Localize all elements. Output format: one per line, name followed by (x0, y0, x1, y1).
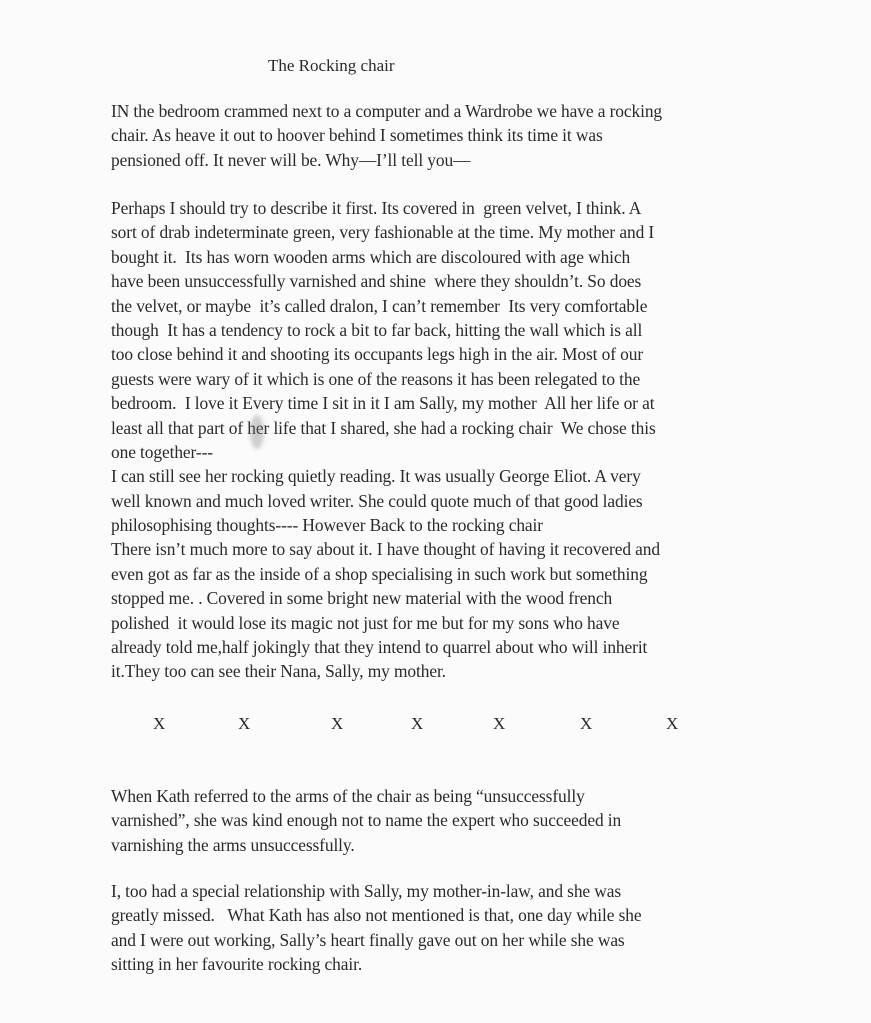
scan-smudge (250, 415, 264, 449)
text-line: philosophising thoughts---- However Back to the rocking chair (111, 515, 543, 536)
text-line: least all that part of her life that I shared, she had a rocking chair We chose this (111, 417, 656, 438)
separator-mark: X (493, 714, 506, 733)
text-line: one together--- (111, 441, 213, 462)
document-title: The Rocking chair (268, 56, 395, 75)
text-line: though It has a tendency to rock a bit to far back, hitting the wall which is all (111, 319, 643, 340)
separator-mark: X (411, 714, 424, 733)
text-line: pensioned off. It never will be. Why—I’ll tell you— (111, 149, 471, 170)
paragraph-closing (111, 879, 642, 977)
separator-mark: X (153, 714, 166, 733)
paragraph-response (111, 784, 621, 857)
text-line: even got as far as the inside of a shop specialising in such work but something (111, 563, 648, 584)
separator-mark: X (666, 714, 679, 733)
text-line: already told me,half jokingly that they intend to quarrel about who will inherit (111, 637, 648, 658)
text-line: well known and much loved writer. She could quote much of that good ladies (111, 490, 643, 511)
text-line: polished it would lose its magic not just for me but for my sons who have (111, 612, 620, 633)
text-line: IN the bedroom crammed next to a computer and a Wardrobe we have a rocking (111, 101, 663, 121)
text-line: sort of drab indeterminate green, very fashionable at the time. My mother and I (111, 222, 655, 243)
text-line: chair. As heave it out to hoover behind I sometimes think its time it was (111, 125, 603, 146)
text-line: greatly missed. What Kath has also not mentioned is that, one day while she (111, 905, 642, 926)
text-line: guests were wary of it which is one of the reasons it has been relegated to the (111, 368, 641, 389)
text-line: varnishing the arms unsuccessfully. (111, 834, 355, 855)
text-line: bought it. Its has worn wooden arms which are discoloured with age which (111, 246, 631, 267)
text-line: the velvet, or maybe it’s called dralon, I can’t remember Its very comfortable (111, 295, 648, 316)
text-line: Perhaps I should try to describe it first. Its covered in green velvet, I think. A (111, 198, 642, 218)
text-line: it.They too can see their Nana, Sally, my mother. (111, 661, 446, 682)
text-line: have been unsuccessfully varnished and shine where they shouldn’t. So does (111, 271, 642, 292)
text-line: and I were out working, Sally’s heart finally gave out on her while she was (111, 929, 625, 950)
text-line: stopped me. . Covered in some bright new material with the wood french (111, 588, 613, 609)
separator-mark: X (580, 714, 593, 733)
separator-mark: X (331, 714, 344, 733)
text-line: I can still see her rocking quietly reading. It was usually George Eliot. A very (111, 466, 641, 487)
text-line: varnished”, she was kind enough not to name the expert who succeeded in (111, 810, 622, 831)
text-line: bedroom. I love it Every time I sit in it I am Sally, my mother All her life or at (111, 393, 655, 414)
text-line: sitting in her favourite rocking chair. (111, 954, 363, 975)
text-line: I, too had a special relationship with Sally, my mother-in-law, and she was (111, 881, 622, 901)
text-line: too close behind it and shooting its occupants legs high in the air. Most of our (111, 344, 644, 365)
text-line: When Kath referred to the arms of the chair as being “unsuccessfully (111, 786, 585, 806)
paragraph-intro (111, 99, 662, 172)
paragraph-description (111, 196, 660, 684)
text-line: There isn’t much more to say about it. I have thought of having it recovered and (111, 539, 660, 560)
separator-mark: X (238, 714, 251, 733)
section-separator (0, 714, 871, 738)
